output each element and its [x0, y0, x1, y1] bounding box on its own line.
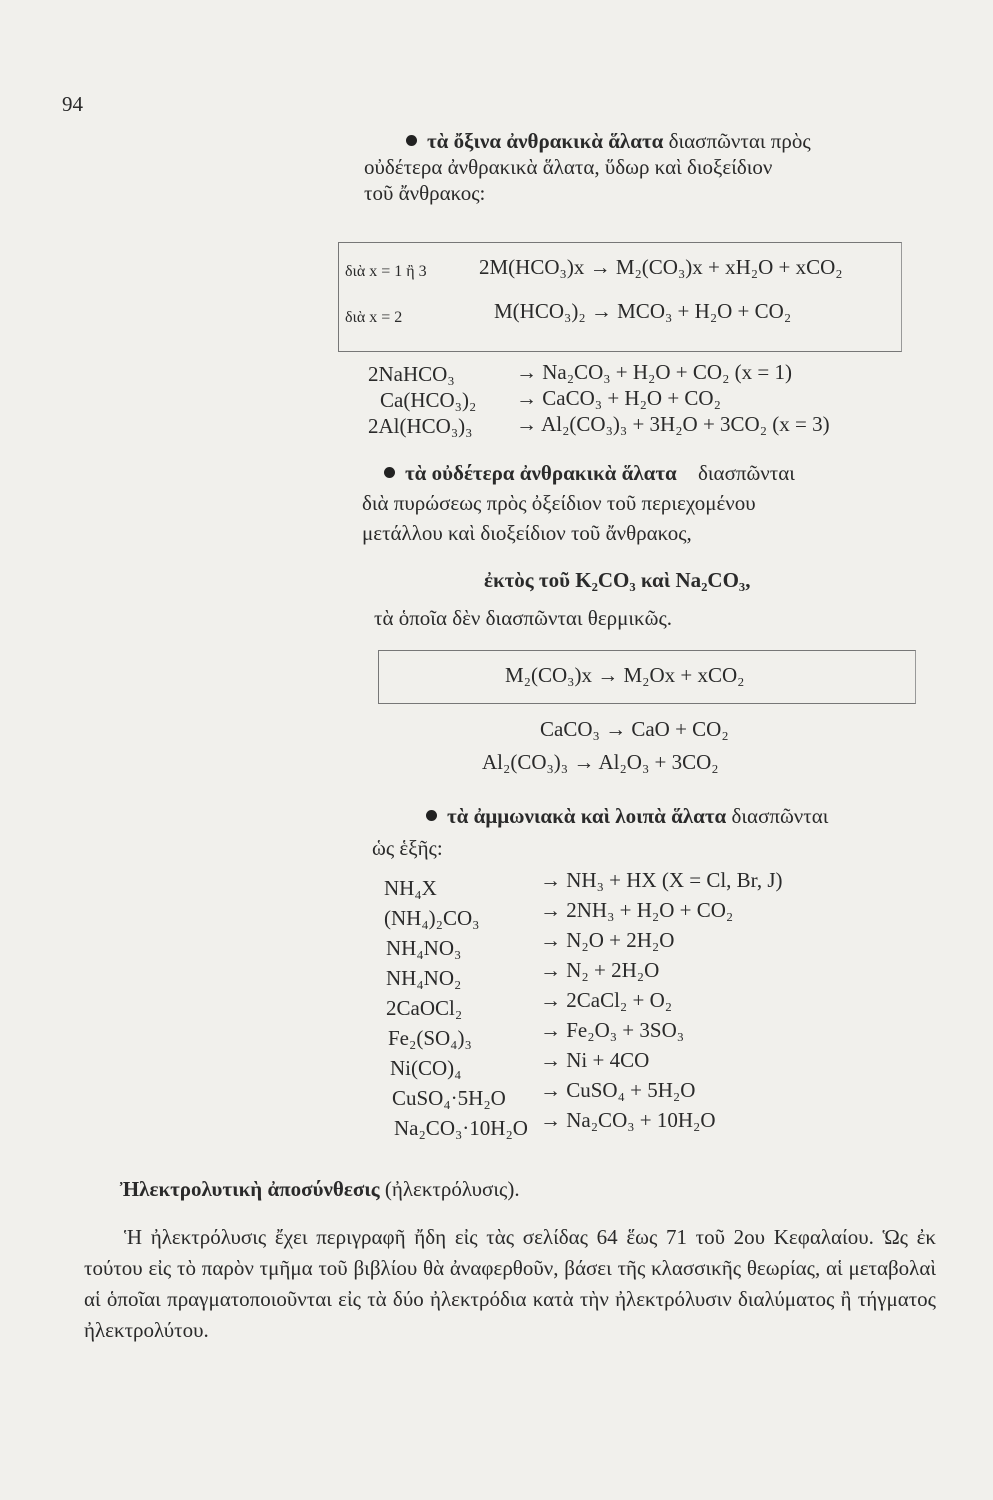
- reactant: (NH₄)₂CO₃: [384, 906, 480, 930]
- bullet-icon: [426, 810, 437, 821]
- text-line: οὐδέτερα ἀνθρακικὰ ἅλατα, ὕδωρ καὶ διοξείδιον: [364, 155, 773, 179]
- heading-bold: Ἠλεκτρολυτικὴ ἀποσύνθεσις: [120, 1177, 380, 1201]
- general-equation-box: [338, 242, 902, 352]
- general-equation-box: [378, 650, 916, 704]
- text-line: τὰ ὁποῖα δὲν διασπῶνται θερμικῶς.: [374, 606, 673, 630]
- products: → N₂O + 2H₂O: [540, 928, 675, 952]
- section-acid-carbonates: [364, 128, 924, 206]
- condition-label: διὰ x = 2: [345, 309, 403, 326]
- reactant: NH₄NO₃: [386, 936, 462, 960]
- bullet-icon: [406, 135, 417, 146]
- section-heading-line: [364, 128, 924, 154]
- products: → Fe₂O₃ + 3SO₃: [540, 1018, 685, 1042]
- reactant: 2Al(HCO₃)₃: [368, 414, 473, 438]
- products: → 2NH₃ + H₂O + CO₂: [540, 898, 734, 922]
- electrolysis-heading: [120, 1176, 880, 1202]
- text-line: διὰ πυρώσεως πρὸς ὀξείδιον τοῦ περιεχομένου: [362, 491, 756, 515]
- reactant: Fe₂(SO₄)₃: [388, 1026, 472, 1050]
- section-neutral-carbonates: [362, 458, 922, 548]
- equation-row: [345, 257, 427, 282]
- equation-row: [479, 255, 843, 280]
- products: → CuSO₄ + 5H₂O: [540, 1078, 696, 1102]
- products: → 2CaCl₂ + O₂: [540, 988, 673, 1012]
- reactant: 2CaOCl₂: [386, 996, 463, 1020]
- equation-row: [345, 303, 402, 328]
- reactant: CuSO₄·5H₂O: [392, 1086, 506, 1110]
- electrolysis-paragraph: Ἡ ἠλεκτρόλυσις ἔχει περιγραφῆ ἤδη εἰς τὰς σελίδας 64 ἕως 71 τοῦ 2ου Κεφαλαίου. Ὡς ἐκ τούτου εἰς τὸ παρὸν τμῆμα τοῦ βιβλίου θὰ ἀναφερθοῦν, βάσει τῆς κλασσικῆς θεωρίας, αἱ μεταβολαὶ αἱ ὁποῖαι πραγματοποιοῦνται εἰς τὰ δύο ἠλεκτρόδια κατὰ τὴν ἠλεκτρόλυσιν διαλύματος ἢ τήγματος ἠλεκτρολύτου.: [84, 1225, 936, 1342]
- text-line: τοῦ ἄνθρακος:: [364, 181, 486, 205]
- section-heading-line: [372, 800, 932, 832]
- products: → Al₂(CO₃)₃ + 3H₂O + 3CO₂ (x = 3): [516, 412, 830, 436]
- section-ammonium-salts: [372, 800, 932, 864]
- reactant: 2NaHCO₃: [368, 362, 455, 386]
- section-heading-line: [362, 458, 922, 488]
- equation-row: [494, 299, 791, 324]
- lead-rest: διασπῶνται: [731, 804, 829, 828]
- exception-line: ἐκτὸς τοῦ K₂CO₃ καὶ Na₂CO₃,: [484, 568, 751, 592]
- reactant: Na₂CO₃·10H₂O: [394, 1116, 528, 1140]
- products: → Ni + 4CO: [540, 1048, 650, 1072]
- bullet-icon: [384, 467, 395, 478]
- lead-phrase: τὰ ὄξινα ἀνθρακικὰ ἅλατα: [427, 129, 664, 153]
- text-line: μετάλλου καὶ διοξείδιον τοῦ ἄνθρακος,: [362, 521, 692, 545]
- products: → CaCO₃ + H₂O + CO₂: [516, 386, 721, 410]
- reactant: Ni(CO)₄: [390, 1056, 462, 1080]
- products: → NH₃ + HX (X = Cl, Br, J): [540, 868, 783, 892]
- equation: M₂(CO₃)x → M₂Ox + xCO₂: [505, 663, 745, 687]
- reactant: Ca(HCO₃)₂: [380, 388, 477, 412]
- products: → N₂ + 2H₂O: [540, 958, 660, 982]
- equation: Al₂(CO₃)₃ → Al₂O₃ + 3CO₂: [482, 750, 719, 774]
- products: → Na₂CO₃ + H₂O + CO₂ (x = 1): [516, 360, 792, 384]
- condition-label: διὰ x = 1 ἢ 3: [345, 263, 427, 280]
- products: → Na₂CO₃ + 10H₂O: [540, 1108, 716, 1132]
- text-line: ὡς ἑξῆς:: [372, 836, 443, 860]
- equation: 2M(HCO₃)x → M₂(CO₃)x + xH₂O + xCO₂: [479, 255, 843, 279]
- equation: CaCO₃ → CaO + CO₂: [540, 717, 729, 741]
- heading-rest: (ἠλεκτρόλυσις).: [384, 1177, 520, 1201]
- lead-phrase: τὰ οὐδέτερα ἀνθρακικὰ ἅλατα: [405, 461, 677, 485]
- lead-rest: διασπῶνται: [698, 461, 795, 485]
- equation: M(HCO₃)₂ → MCO₃ + H₂O + CO₂: [494, 299, 792, 323]
- reactant: NH₄NO₂: [386, 966, 462, 990]
- lead-phrase: τὰ ἀμμωνιακὰ καὶ λοιπὰ ἅλατα: [447, 804, 727, 828]
- page-number: 94: [62, 92, 83, 116]
- reactant: NH₄X: [384, 876, 437, 900]
- lead-rest: διασπῶνται πρὸς: [668, 129, 811, 153]
